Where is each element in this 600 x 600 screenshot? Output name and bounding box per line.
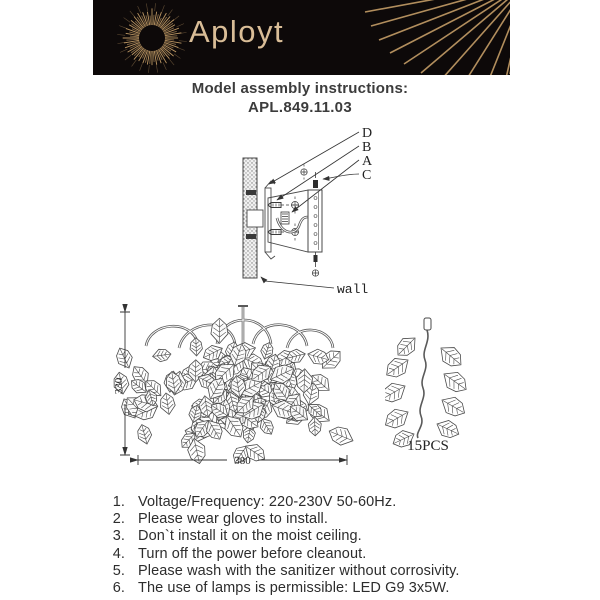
- width-dim-label: 380: [234, 455, 251, 467]
- product-drawing: [95, 298, 375, 473]
- instruction-text: Please wash with the sanitizer without corrosivity.: [138, 562, 460, 579]
- header-decoration: [93, 0, 510, 75]
- instruction-number: 1.: [112, 494, 125, 510]
- instruction-list: [103, 494, 523, 597]
- instruction-item: [103, 511, 523, 528]
- instruction-text: Don`t install it on the moist ceiling.: [138, 528, 362, 545]
- instruction-item: [103, 494, 523, 511]
- strand-stem: [417, 330, 428, 438]
- wall-leader-line: [261, 277, 334, 288]
- instruction-number: 5.: [112, 562, 125, 579]
- strand-leaves: [385, 332, 471, 451]
- hanging-wires: [146, 306, 333, 348]
- instruction-item: [103, 580, 523, 597]
- junction-box: [247, 210, 263, 227]
- assembly-diagram: [195, 122, 425, 307]
- instruction-item: [103, 546, 523, 563]
- page-title: Model assembly instructions:: [191, 80, 409, 97]
- brand-logo-text: Aployt: [189, 14, 285, 49]
- instruction-item: [103, 528, 523, 545]
- title-block: [0, 80, 600, 116]
- instruction-text: Please wear gloves to install.: [138, 511, 328, 528]
- instruction-text: Voltage/Frequency: 220-230V 50-60Hz.: [138, 494, 397, 510]
- width-dimension: [138, 455, 347, 467]
- part-label-c: C: [362, 168, 372, 183]
- brand-header: [93, 0, 510, 75]
- strand-hook: [424, 318, 431, 330]
- instruction-item: [103, 563, 523, 580]
- model-number: APL.849.11.03: [248, 99, 352, 116]
- fan-rays-icon: [365, 0, 510, 75]
- wall-label: wall: [337, 282, 369, 297]
- sunburst-logo-icon: [117, 3, 187, 73]
- part-label-a: A: [362, 154, 373, 169]
- part-label-b: B: [362, 140, 372, 155]
- instruction-number: 6.: [112, 580, 125, 597]
- fixture-backplate: [301, 165, 323, 277]
- instruction-text: The use of lamps is permissible: LED G9 3x5W.: [138, 580, 450, 597]
- part-label-d: D: [362, 126, 373, 141]
- instruction-number: 4.: [112, 545, 125, 562]
- instruction-number: 3.: [112, 528, 125, 545]
- strand-count-label: 15PCS: [407, 438, 449, 454]
- instruction-text: Turn off the power before cleanout.: [138, 545, 367, 562]
- height-dim-label: 330: [113, 377, 125, 395]
- leaf-strand-drawing: [385, 312, 475, 462]
- instruction-number: 2.: [112, 511, 125, 528]
- mounting-bracket: [265, 181, 275, 259]
